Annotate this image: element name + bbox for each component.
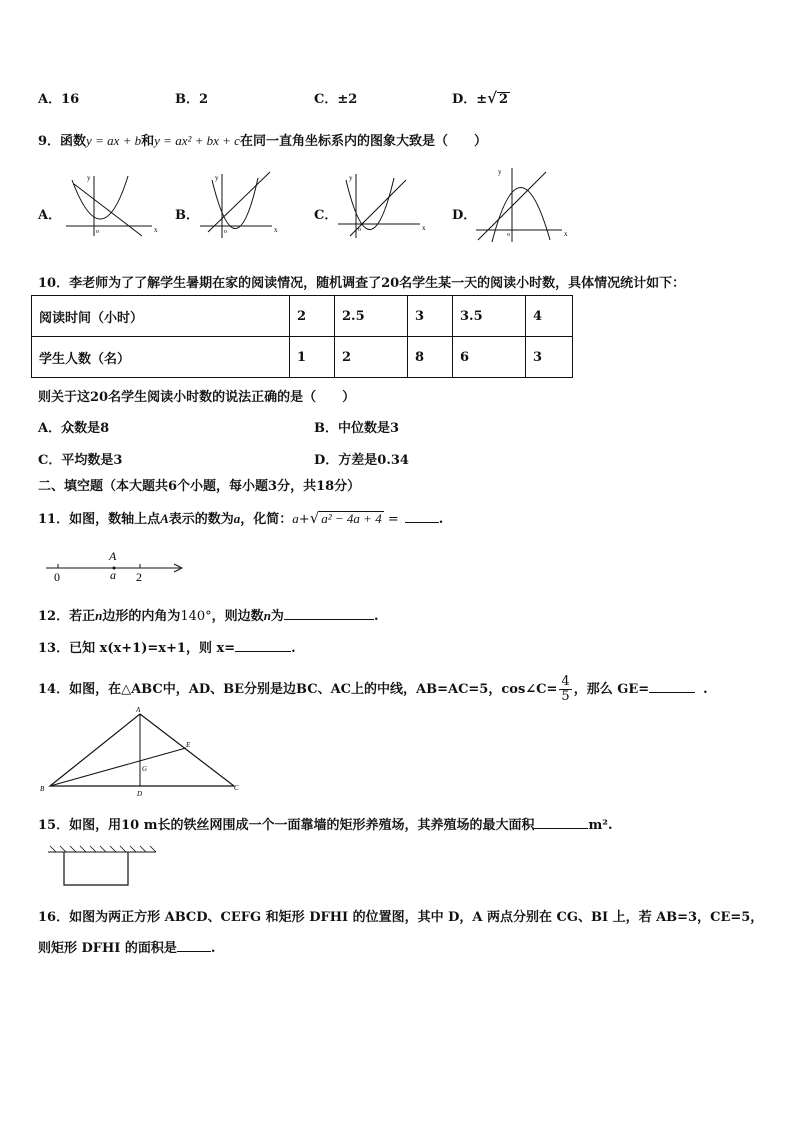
q12-suffix: 为: [270, 609, 284, 624]
y-label: y: [87, 174, 91, 182]
q12-stem: [38, 605, 378, 624]
origin-label: o: [224, 229, 227, 235]
label-c: C: [234, 784, 239, 792]
q8-option-d-radicand: 2: [499, 92, 509, 107]
q11-prefix: 11．如图，数轴上点: [38, 512, 161, 527]
q14-triangle-figure: [36, 702, 248, 798]
origin-label: o: [507, 232, 510, 238]
q16-line2: [38, 937, 215, 956]
q9-graph-a: [62, 170, 158, 240]
section-heading: 二、填空题（本大题共6个小题，每小题3分，共18分）: [38, 479, 361, 494]
q15-prefix: 15．如图，用: [38, 818, 122, 833]
q15-stem: [38, 814, 612, 833]
q8-option-d: [452, 88, 510, 107]
q12-mid: 边形的内角为: [102, 609, 181, 624]
q9-graph-b: [198, 168, 282, 240]
q15-suffix: 长的铁丝网围成一个一面靠墙的矩形养殖场，其养殖场的最大面积: [157, 818, 535, 833]
q13-end: .: [291, 641, 296, 656]
q11-expr-a: a: [292, 511, 299, 526]
origin-label: o: [358, 227, 361, 233]
table-cell: 1: [290, 337, 335, 378]
table-cell: 3: [526, 337, 573, 378]
q11-number-line: [44, 548, 188, 584]
q15-wall-figure: [46, 842, 158, 890]
q10-table: [31, 295, 573, 378]
q11-stem: [38, 508, 443, 527]
q10-option-c: C．平均数是3: [38, 453, 123, 468]
q12-prefix: 12．若正: [38, 609, 96, 624]
table-row: [32, 296, 573, 337]
table-cell: 2: [290, 296, 335, 337]
q9-graph-d: [474, 164, 570, 244]
q12-n2: n: [263, 608, 271, 623]
table-cell: 2: [335, 337, 408, 378]
x-label: x: [564, 230, 568, 238]
q9-and: 和: [141, 134, 155, 149]
q9-option-b: B．: [175, 208, 199, 223]
median-be: [50, 748, 186, 786]
q15-length: 10 m: [121, 818, 158, 833]
q12-end: .: [373, 609, 379, 624]
label-a: A: [136, 706, 141, 714]
q8-option-b: B．2: [175, 92, 209, 107]
label-zero: 0: [54, 570, 60, 584]
q11-mid: 表示的数为: [168, 512, 234, 527]
q11-end: .: [438, 512, 444, 527]
q9-stem: [38, 130, 487, 149]
q11-expr-radicand: a² − 4a + 4: [321, 511, 382, 526]
table-cell: 阅读时间（小时）: [32, 296, 290, 337]
q16-line1: 16．如图为两正方形 ABCD、CEFG 和矩形 DFHI 的位置图，其中 D，A 两点分别在 CG、BI 上，若 AB=3，CE=5，: [38, 910, 764, 925]
q10-option-b: B．中位数是3: [314, 421, 400, 436]
q12-mid2: ，则边数: [211, 609, 264, 624]
q11-var: a: [233, 511, 241, 526]
q14-end: .: [703, 682, 708, 697]
q14-denominator: 5: [561, 689, 570, 704]
table-cell: 学生人数（名）: [32, 337, 290, 378]
origin-label: o: [96, 229, 99, 235]
label-b: B: [40, 785, 45, 793]
wall-hatch-icon: [50, 846, 156, 852]
q10-question: 则关于这20名学生阅读小时数的说法正确的是（ ）: [38, 390, 356, 405]
q16-end: .: [210, 941, 216, 956]
parabola: [72, 176, 128, 219]
label-d: D: [137, 790, 143, 798]
y-label: y: [215, 174, 219, 182]
q8-option-d-label: D．±: [452, 92, 488, 107]
label-a: a: [110, 568, 116, 582]
q9-suffix: 在同一直角坐标系内的图象大致是（ ）: [239, 134, 487, 149]
answer-blank[interactable]: [177, 939, 211, 952]
sqrt-icon: √: [309, 509, 320, 527]
plus-sign: +: [298, 512, 310, 527]
x-label: x: [154, 226, 158, 234]
q9-option-a: A．: [38, 208, 62, 223]
label-g: G: [142, 765, 148, 773]
q11-mid2: ，化简：: [240, 512, 293, 527]
label-point-a: A: [109, 549, 117, 563]
q8-option-a: A．16: [38, 92, 80, 107]
q10-option-d: D．方差是0.34: [314, 453, 409, 468]
table-row: [32, 337, 573, 378]
q14-numerator: 4: [561, 674, 570, 689]
table-cell: 6: [453, 337, 526, 378]
table-cell: 3: [408, 296, 453, 337]
q14-prefix: 14．如图，在△ABC中，AD、BE分别是边BC、AC上的中线，AB=AC=5，cos∠C=: [38, 682, 558, 697]
parabola: [346, 178, 394, 230]
table-cell: 2.5: [335, 296, 408, 337]
q9-option-d: D．: [452, 208, 477, 223]
line: [74, 184, 142, 236]
answer-blank[interactable]: [649, 680, 695, 693]
q11-point: A: [160, 511, 169, 526]
q9-eq2: y = ax² + bx + c: [154, 133, 240, 148]
q10-option-a: A．众数是8: [38, 421, 110, 436]
label-e: E: [186, 741, 191, 749]
q13-text: 13．已知 x(x+1)=x+1，则 x=: [38, 641, 236, 656]
q14-stem: [38, 675, 708, 704]
q15-unit: m²: [588, 818, 608, 833]
y-label: y: [498, 168, 502, 176]
q15-end: .: [607, 818, 613, 833]
x-label: x: [274, 226, 278, 234]
q14-fraction: [559, 675, 571, 704]
fence-rectangle: [64, 852, 128, 885]
x-label: x: [422, 224, 426, 232]
table-cell: 8: [408, 337, 453, 378]
table-cell: 4: [526, 296, 573, 337]
q10-stem: 10．李老师为了了解学生暑期在家的阅读情况，随机调查了20名学生某一天的阅读小时数，具体情况统计如下：: [38, 276, 686, 291]
sqrt-icon: √: [487, 89, 498, 107]
q9-option-c: C．: [314, 208, 338, 223]
q11-expr-eq: =: [387, 512, 399, 527]
table-cell: 3.5: [453, 296, 526, 337]
q8-option-c: C．±2: [314, 92, 358, 107]
q16-line2-text: 则矩形 DFHI 的面积是: [38, 941, 177, 956]
answer-blank[interactable]: [405, 510, 439, 523]
y-label: y: [349, 174, 353, 182]
answer-blank[interactable]: [235, 639, 291, 652]
parabola: [492, 187, 550, 242]
q12-angle: 140°: [180, 609, 212, 624]
q9-graph-c: [336, 170, 426, 242]
label-two: 2: [136, 570, 142, 584]
q14-suffix: ，那么 GE=: [573, 682, 650, 697]
q12-n: n: [95, 608, 103, 623]
answer-blank[interactable]: [534, 816, 588, 829]
q13-stem: [38, 637, 296, 656]
q9-eq1: y = ax + b: [86, 133, 142, 148]
triangle-abc: [50, 714, 234, 786]
q9-prefix: 9．函数: [38, 134, 87, 149]
answer-blank[interactable]: [284, 607, 374, 620]
